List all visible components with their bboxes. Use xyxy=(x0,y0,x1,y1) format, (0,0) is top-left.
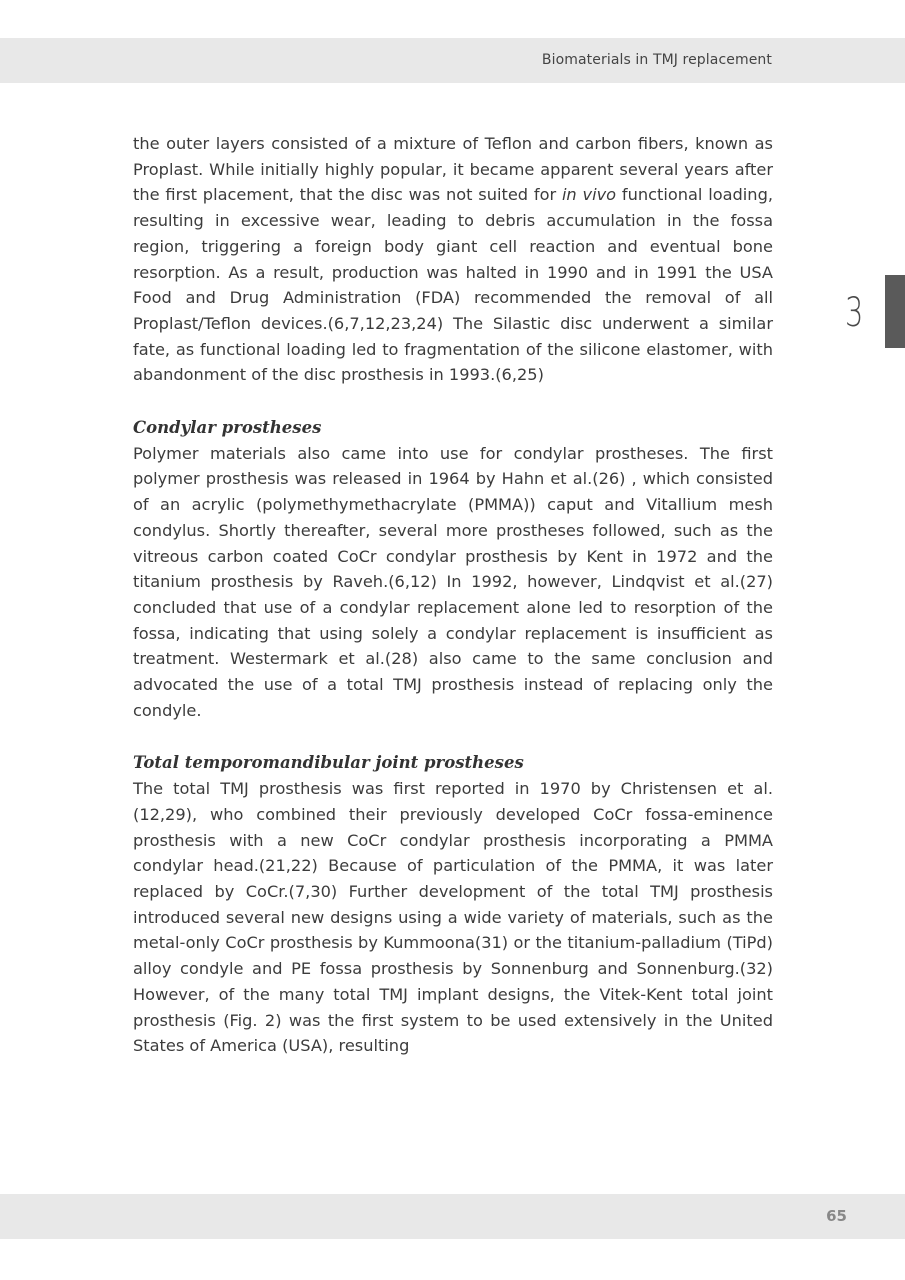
page-number: 65 xyxy=(826,1207,847,1225)
paragraph-proplast xyxy=(133,131,773,388)
chapter-tab xyxy=(885,275,905,348)
chapter-number: 3 xyxy=(845,290,864,336)
running-title: Biomaterials in TMJ replacement xyxy=(541,52,772,68)
paragraph-text: the outer layers consisted of a mixture of Teflon and carbon fibers, known as Proplast. While initially highly popular, it became apparent several years after the first placement, that the disc was not suited for xyxy=(133,134,773,205)
paragraph-condylar: Polymer materials also came into use for condylar prostheses. The first polymer prosthesis was released in 1964 by Hahn et al.(26) , which consisted of an acrylic (polymethymethacrylate (PMMA)) caput and Vitallium mesh condylus. Shortly thereafter, several more prostheses followed, such as the vitreous carbon coated CoCr condylar prosthesis by Kent in 1972 and the titanium prosthesis by Raveh.(6,12) In 1992, however, Lindqvist et al.(27) concluded that use of a condylar replacement alone led to resorption of the fossa, indicating that using solely a condylar replacement is insufficient as treatment. Westermark et al.(28) also came to the same conclusion and advocated the use of a total TMJ prosthesis instead of replacing only the condyle. xyxy=(133,443,773,720)
heading-condylar-prostheses: Condylar prostheses xyxy=(133,418,322,438)
paragraph-text: functional loading, resulting in excessive wear, leading to debris accumulation in the fossa region, triggering a foreign body giant cell reaction and eventual bone resorption. As a result, production was halted in 1990 and in 1991 the USA Food and Drug Administration (FDA) recommended the removal of all Proplast/Teflon devices.(6,7,12,23,24) The Silastic disc underwent a similar fate, as functional loading led to fragmentation of the silicone elastomer, with abandonment of the disc prosthesis in 1993.(6,25) xyxy=(133,185,773,385)
footer-band xyxy=(0,1194,905,1239)
paragraph-total-tmj: The total TMJ prosthesis was first reported in 1970 by Christensen et al.(12,29), who combined their previously developed CoCr fossa-eminence prosthesis with a new CoCr condylar prosthesis incorporating a PMMA condylar head.(21,22) Because of particulation of the PMMA, it was later replaced by CoCr.(7,30) Further development of the total TMJ prosthesis introduced several new designs using a wide variety of materials, such as the metal-only CoCr prosthesis by Kummoona(31) or the titanium-palladium (TiPd) alloy condyle and PE fossa prosthesis by Sonnenburg and Sonnenburg.(32) However, of the many total TMJ implant designs, the Vitek-Kent total joint prosthesis (Fig. 2) was the first system to be used extensively in the United States of America (USA), resulting xyxy=(133,779,773,1056)
body-content xyxy=(133,131,773,1059)
italic-term: in vivo xyxy=(561,185,617,205)
heading-total-tmj-prostheses: Total temporomandibular joint prostheses xyxy=(133,753,524,773)
